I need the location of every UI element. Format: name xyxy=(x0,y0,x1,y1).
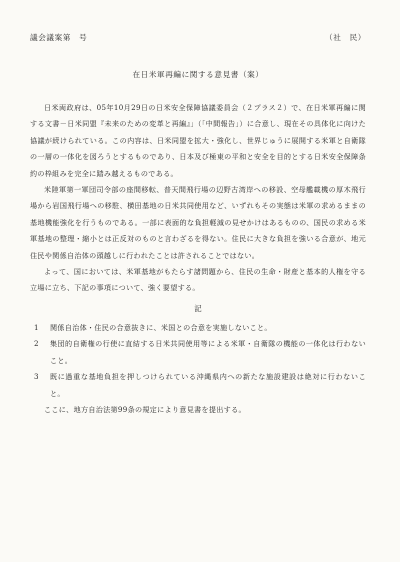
item-number: 1 xyxy=(34,322,39,332)
item-number: 3 xyxy=(34,372,39,382)
list-item xyxy=(30,320,366,336)
closing-statement: ここに、地方自治法第99条の規定により意見書を提出する。 xyxy=(44,404,246,414)
item-text: 集団的自衛権の行使に直結する日米共同使用等による米軍・自衛隊の機能の一体化は行わないこと。 xyxy=(50,339,366,365)
body-paragraph-1: 日米両政府は、05年10月29日の日米安全保障協議委員会（２プラス２）で、在日米軍再編に関する文書－日米同盟『未来のための変革と再編』」（「中間報告」）に合意し、現在その具体化に向けた協議が続けられている。この内容は、日米同盟を拡大・強化し、世界じゅうに展開する米軍と自衛隊の一層の一体化を図ろうとするものであり、日本及び極東の平和と安全を目的とする日米安全保障条約の枠組みを完全に踏み越えるものである。 xyxy=(30,103,366,178)
list-item xyxy=(30,369,366,402)
bill-label: 議会議案第 号 xyxy=(30,33,88,42)
item-number: 2 xyxy=(34,339,39,349)
item-text: 関係自治体・住民の合意抜きに、米国との合意を実施しないこと。 xyxy=(50,322,272,332)
document-title: 在日米軍再編に関する意見書（案） xyxy=(132,70,264,79)
body-paragraph-3: よって、国においては、米軍基地がもたらす諸問題から、住民の生命・財産と基本的人権を守る立場に立ち、下記の事項について、強く要望する。 xyxy=(30,267,366,293)
list-item xyxy=(30,336,366,369)
body-paragraph-2: 米陸軍第一軍団司令部の座間移転、普天間飛行場の辺野古湾岸への移設、空母艦載機の厚木飛行場から岩国飛行場への移駐、横田基地の日米共同使用など、いずれもその実態は米軍の求めるままの基地機能強化を行うものである。一部に表面的な負担軽減の見せかけはあるものの、国民の求める米軍基地の整理・縮小とは正反対のものと言わざるを得ない。住民に大きな負担を強いる合意が、地元住民や関係自治体の頭越しに行われたことは許されることではない。 xyxy=(30,185,366,260)
ki-heading: 記 xyxy=(194,303,202,313)
party-label: （社 民） xyxy=(325,33,366,42)
item-text: 既に過重な基地負担を押しつけられている沖縄県内への新たな施設建設は絶対に行わないこと。 xyxy=(50,372,366,398)
document-header xyxy=(30,32,366,43)
